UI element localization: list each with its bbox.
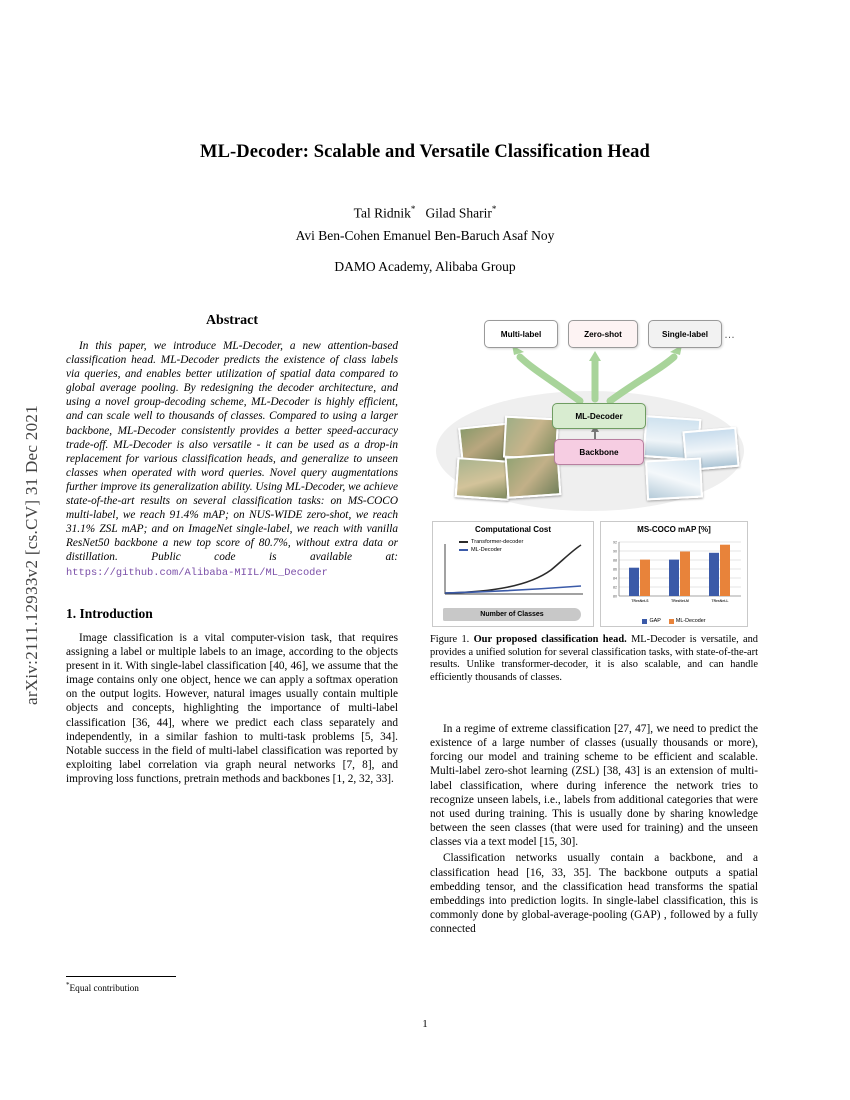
legend-ml-decoder-bar: ML-Decoder	[675, 618, 706, 624]
chart-left-xaxis-label: Number of Classes	[443, 608, 581, 621]
intro-paragraph-1: Image classification is a vital computer-vision task, that requires assigning a label or multiple labels to an image, according to the objects present in it. With single-label classification [40, 46], we assume that the image contains only one object, hence we can apply a softmax operation on the output logits. However, natural images usually contain multiple objects and concepts, highlighting the importance of multi-label classification [36, 44], where we predict each class separately and independently, in a similar fashion to multi-task problems [5, 34]. Notable success in the field of multi-label classification was reported by exploiting label correlation via graph neural networks [7, 8], and improving loss functions, pretrain methods and backbones [1, 2, 32, 33].	[66, 631, 398, 786]
abstract-heading: Abstract	[205, 313, 259, 328]
chart-left-title: Computational Cost	[475, 525, 551, 534]
author-list	[0, 198, 850, 247]
chip-single-label: Single-label	[648, 320, 722, 348]
page-number: 1	[422, 1018, 428, 1030]
abstract-paragraph: In this paper, we introduce ML-Decoder, a new attention-based classification head. ML-Decoder predicts the existence of class labels via queries, and enables better utilization of spatial data compared to global average pooling. By redesigning the decoder architecture, and using a novel group-decoding scheme, ML-Decoder is highly efficient, and can scale well to thousands of classes. Compared to using a larger backbone, ML-Decoder consistently provides a better speed-accuracy trade-off. ML-Decoder is also versatile - it can be used as a drop-in replacement for various classification heads, and generalize to unseen classes when operated with word queries. Novel query augmentations further improve its generalization ability. Using ML-Decoder, we achieve state-of-the-art results on several classification tasks: on MS-COCO multi-label, we reach 91.4% mAP; on NUS-WIDE zero-shot, we reach 31.1% ZSL mAP; and on ImageNet single-label, we reach with vanilla ResNet50 backbone a new top score of 80.7%, without extra data or distillation. Public code is available at:	[66, 340, 398, 564]
svg-text:TResNet-S: TResNet-S	[631, 599, 649, 603]
legend-ml-decoder: ML-Decoder	[471, 547, 502, 553]
svg-text:84: 84	[613, 576, 617, 581]
chart-right-legend	[601, 618, 747, 624]
legend-transformer-decoder: Transformer-decoder	[471, 539, 524, 545]
svg-text:80: 80	[613, 594, 617, 599]
legend-gap: GAP	[649, 618, 661, 624]
svg-text:TResNet-L: TResNet-L	[711, 599, 729, 603]
svg-text:82: 82	[613, 585, 617, 590]
arxiv-stamp: arXiv:2111.12933v2 [cs.CV] 31 Dec 2021	[22, 404, 41, 706]
chip-backbone: Backbone	[554, 439, 644, 465]
sample-image-4	[505, 453, 562, 499]
chip-multi-label: Multi-label	[484, 320, 558, 348]
sample-image-7	[645, 458, 703, 501]
chip-ellipsis: …	[724, 329, 735, 341]
page-title: ML-Decoder: Scalable and Versatile Classification Head	[200, 142, 650, 162]
chart-left-plot	[433, 536, 593, 612]
footnote-text: Equal contribution	[69, 984, 139, 995]
chart-right-title: MS-COCO mAP [%]	[637, 525, 711, 534]
chip-zero-shot: Zero-shot	[568, 320, 638, 348]
chip-ml-decoder: ML-Decoder	[552, 403, 646, 429]
author-1-footnote-marker: *	[410, 204, 416, 214]
author-line-2: Avi Ben-Cohen Emanuel Ben-Baruch Asaf Noy	[295, 227, 555, 243]
chart-mscoco-map	[600, 521, 748, 627]
figure-caption-rest: ML-Decoder is versatile, and provides a unified solution for several classification tasks, with state-of-the-art results. Unlike transformer-decoder, it is also scalable, and can handle efficiently thousands of classes.	[430, 634, 758, 683]
left-column	[66, 313, 398, 786]
svg-text:90: 90	[613, 549, 617, 554]
figure-1-caption	[430, 634, 758, 684]
figure-canvas	[430, 313, 758, 633]
figure-1	[430, 313, 758, 633]
right-paragraph-1: In a regime of extreme classification [27, 47], we need to predict the existence of a large number of classes (usually thousands or more), forcing our model and training scheme to be efficient and scalable. Multi-label zero-shot learning (ZSL) [38, 43] is an extension of multi-label classification, where during inference the network tries to recognize unseen labels, i.e., labels from additional categories that were not used during training. This is usually done by sharing knowledge between the seen classes (that were used for training) and the unseen classes via a text model [15, 30].	[430, 723, 758, 849]
right-paragraph-2: Classification networks usually contain a backbone, and a classification head [16, 33, 35]. The backbone outputs a spatial embedding tensor, and the classification head transforms the spatial embeddings into prediction logits. In single-label classification, this is commonly done by global-average-pooling (GAP) , followed by a fully connected	[430, 852, 758, 936]
svg-text:92: 92	[613, 540, 617, 545]
author-2: Gilad Sharir	[425, 205, 492, 221]
footnote	[66, 979, 398, 995]
right-column	[430, 722, 758, 936]
footnote-marker: *	[66, 981, 70, 989]
code-url: https://github.com/Alibaba-MIIL/ML_Decoder	[66, 566, 328, 579]
author-1: Tal Ridnik	[353, 205, 411, 221]
section-heading-introduction: 1. Introduction	[66, 605, 153, 621]
svg-text:86: 86	[613, 567, 617, 572]
chart-computational-cost	[432, 521, 594, 627]
chart-right-plot	[601, 536, 747, 614]
figure-caption-bold: Our proposed classification head.	[473, 634, 627, 645]
footnote-separator	[66, 976, 176, 977]
abstract-text	[66, 339, 398, 580]
sample-image-3	[455, 457, 512, 501]
figure-caption-label: Figure 1.	[430, 634, 470, 645]
svg-text:88: 88	[613, 558, 617, 563]
svg-text:TResNet-M: TResNet-M	[671, 599, 689, 603]
author-2-footnote-marker: *	[491, 204, 497, 214]
affiliation: DAMO Academy, Alibaba Group	[334, 259, 516, 274]
